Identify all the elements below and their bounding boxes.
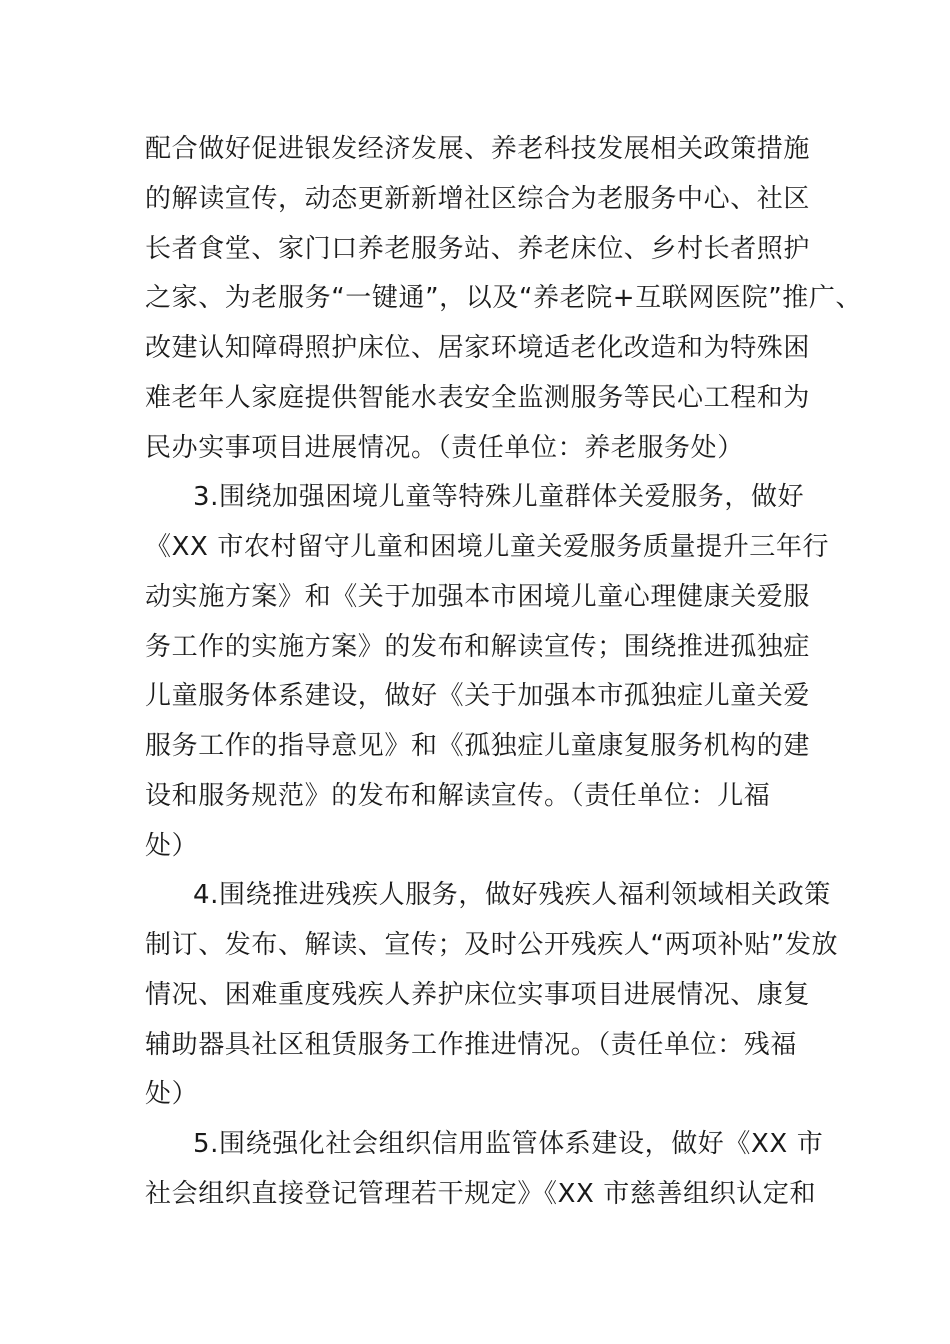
text-line: 之家、为老服务“一键通”，以及“养老院+互联网医院”推广、 <box>145 283 863 313</box>
text-line: 难老年人家庭提供智能水表安全监测服务等民心工程和为 <box>145 383 811 413</box>
text-line: 社会组织直接登记管理若干规定》《XX 市慈善组织认定和 <box>145 1179 817 1209</box>
text-line: 务工作的实施方案》的发布和解读宣传；围绕推进孤独症 <box>145 632 811 662</box>
paragraph-start-line: 4.围绕推进残疾人服务，做好残疾人福利领域相关政策 <box>193 880 831 910</box>
text-line: 儿童服务体系建设，做好《关于加强本市孤独症儿童关爱 <box>145 681 811 711</box>
text-line: 长者食堂、家门口养老服务站、养老床位、乡村长者照护 <box>145 234 811 264</box>
text-line: 情况、困难重度残疾人养护床位实事项目进展情况、康复 <box>145 980 811 1010</box>
text-line: 《XX 市农村留守儿童和困境儿童关爱服务质量提升三年行 <box>145 532 830 562</box>
text-line: 配合做好促进银发经济发展、养老科技发展相关政策措施 <box>145 134 811 164</box>
text-line: 民办实事项目进展情况。（责任单位：养老服务处） <box>145 433 744 463</box>
text-line: 动实施方案》和《关于加强本市困境儿童心理健康关爱服 <box>145 582 811 612</box>
paragraph-start-line: 5.围绕强化社会组织信用监管体系建设，做好《XX 市 <box>193 1129 824 1159</box>
text-line: 设和服务规范》的发布和解读宣传。（责任单位：儿福 <box>145 781 771 811</box>
text-line: 处） <box>145 831 199 861</box>
text-line: 的解读宣传，动态更新新增社区综合为老服务中心、社区 <box>145 184 811 214</box>
text-line: 改建认知障碍照护床位、居家环境适老化改造和为特殊困 <box>145 333 811 363</box>
text-line: 处） <box>145 1079 199 1109</box>
paragraph-start-line: 3.围绕加强困境儿童等特殊儿童群体关爱服务，做好 <box>193 482 805 512</box>
text-line: 辅助器具社区租赁服务工作推进情况。（责任单位：残福 <box>145 1030 798 1060</box>
text-line: 服务工作的指导意见》和《孤独症儿童康复服务机构的建 <box>145 731 811 761</box>
text-line: 制订、发布、解读、宣传；及时公开残疾人“两项补贴”发放 <box>145 930 839 960</box>
